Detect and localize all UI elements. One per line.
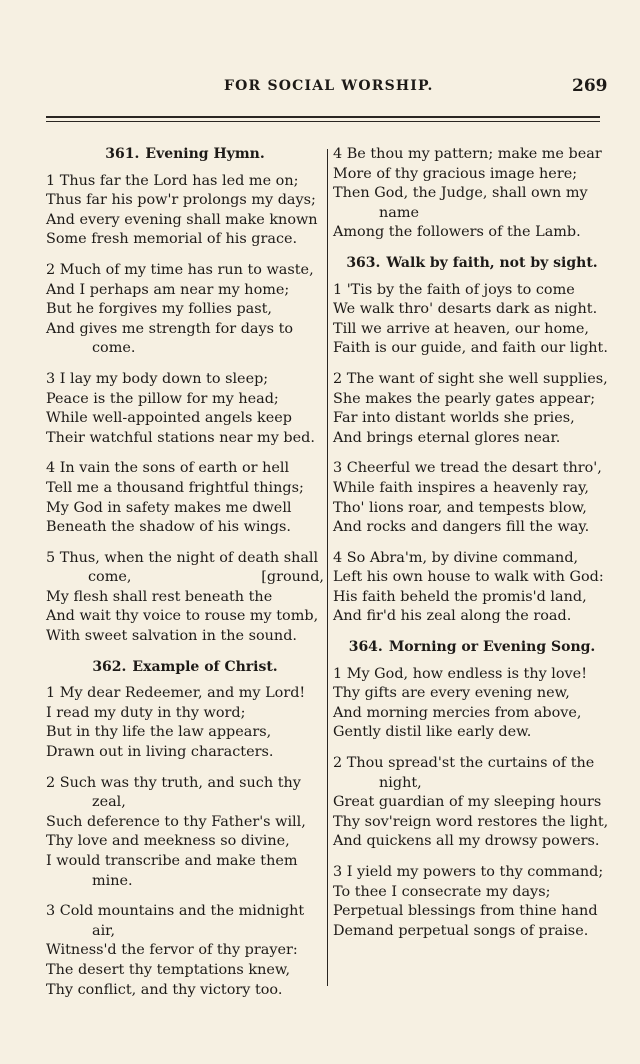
stanza [46,684,324,762]
verse-line: 1 'Tis by the faith of joys to come [333,281,575,298]
verse-line: Witness'd the fervor of thy prayer: [46,942,298,959]
verse-line: 3 I yield my powers to thy command; [333,864,604,880]
verse-line: air, [92,922,116,939]
verse-line: Thus far his pow'r prolongs my days; [46,192,316,209]
verse-line: His faith beheld the promis'd land, [333,588,587,605]
header-rule-thin [46,121,600,122]
verse-line: And rocks and dangers fill the way. [333,519,590,536]
verse-line: Their watchful stations near my bed. [46,429,315,446]
verse-line: While faith inspires a heavenly ray, [333,479,589,496]
stanza [46,172,324,250]
verse-line: 2 Much of my time has run to waste, [46,261,314,278]
verse-line: Left his own house to walk with God: [333,569,604,586]
stanza [46,261,324,359]
verse-fragment: [ground, [261,569,324,586]
verse-line: Thy gifts are every evening new, [333,685,570,702]
verse-line: And quickens all my drowsy powers. [333,833,600,850]
verse-line: She makes the pearly gates appear; [333,390,596,407]
verse-fragment: come, [88,569,132,586]
stanza [333,754,611,852]
verse-line: Among the followers of the Lamb. [333,224,581,241]
verse-line: Drawn out in living characters. [46,744,274,761]
verse-line: And gives me strength for days to [46,320,294,337]
verse-line: Gently distil like early dew. [333,724,532,741]
stanza [333,145,611,243]
verse-line: And brings eternal glores near. [333,429,561,446]
hymn-title-text: Evening Hymn. [145,146,265,162]
verse-line: 4 Be thou my pattern; make me bear [333,146,602,162]
verse-line: Thy conflict, and thy victory too. [46,981,283,998]
verse-line: night, [379,774,422,791]
stanza [46,459,324,537]
hymn-title-text: Morning or Evening Song. [388,639,596,656]
verse-line: 2 The want of sight she well supplies, [333,370,608,387]
hymn-title-364 [333,638,611,658]
verse-line: Demand perpetual songs of praise. [333,922,589,939]
verse-line: Some fresh memorial of his grace. [46,231,298,248]
header-rule-thick [46,116,600,118]
verse-line: And every evening shall make known [46,211,318,228]
hymn-title-362 [46,658,324,678]
verse-line: I would transcribe and make them [46,853,298,869]
column-divider [327,149,328,986]
running-title: FOR SOCIAL WORSHIP. [224,78,434,94]
hymn-title-text: Example of Christ. [132,658,278,675]
verse-line: 2 Thou spread'st the curtains of the [333,755,595,772]
verse-line: And wait thy voice to rouse my tomb, [46,608,319,625]
verse-line: 5 Thus, when the night of death shall [46,549,319,566]
page-number: 269 [572,76,608,96]
verse-line: My God in safety makes me dwell [46,499,292,516]
verse-line: 1 Thus far the Lord has led me on; [46,172,299,189]
right-column [333,145,611,952]
left-column [46,145,324,1011]
verse-line: And fir'd his zeal along the road. [333,608,572,625]
hymn-title-361 [46,145,324,165]
verse-line: But he forgives my follies past, [46,301,273,318]
verse-line: Faith is our guide, and faith our light. [333,340,608,357]
stanza [333,370,611,448]
verse-line: Thy love and meekness so divine, [46,833,290,850]
verse-line: To thee I consecrate my days; [333,883,551,900]
verse-line [46,568,324,588]
running-header [0,76,640,102]
verse-line: 1 My dear Redeemer, and my Lord! [46,685,306,702]
verse-line: zeal, [92,794,126,811]
verse-line: come. [92,340,136,357]
stanza [46,549,324,647]
stanza [46,902,324,1000]
verse-line: Then God, the Judge, shall own my [333,185,588,202]
hymn-number: 363. [346,254,381,271]
verse-line: And I perhaps am near my home; [46,281,290,298]
verse-line: Great guardian of my sleeping hours [333,794,602,811]
hymn-number: 362. [92,658,127,675]
verse-line: My flesh shall rest beneath the [46,588,273,605]
verse-line: Tho' lions roar, and tempests blow, [333,499,587,516]
verse-line: Till we arrive at heaven, our home, [333,320,589,337]
verse-line: 4 In vain the sons of earth or hell [46,460,290,477]
verse-line: mine. [92,872,133,889]
verse-line: With sweet salvation in the sound. [46,628,297,645]
verse-line: name [379,204,420,221]
stanza [333,459,611,537]
hymn-number: 361. [105,146,140,162]
verse-line: Beneath the shadow of his wings. [46,519,291,536]
stanza [46,774,324,892]
hymn-title-text: Walk by faith, not by sight. [386,254,598,271]
verse-line: 2 Such was thy truth, and such thy [46,774,301,791]
verse-line: 4 So Abra'm, by divine command, [333,549,579,566]
stanza [333,281,611,359]
verse-line: Such deference to thy Father's will, [46,813,306,830]
stanza [46,370,324,448]
verse-line: We walk thro' desarts dark as night. [333,301,598,318]
hymn-title-363 [333,254,611,274]
stanza [333,665,611,743]
verse-line: While well-appointed angels keep [46,410,292,427]
hymn-number: 364. [348,639,383,656]
verse-line: I read my duty in thy word; [46,704,246,721]
verse-line: More of thy gracious image here; [333,165,578,182]
verse-line: Peace is the pillow for my head; [46,390,279,407]
verse-line: Perpetual blessings from thine hand [333,903,598,920]
stanza [333,863,611,941]
verse-line: Thy sov'reign word restores the light, [333,813,609,830]
verse-line: 3 Cheerful we tread the desart thro', [333,460,602,477]
verse-line: 3 I lay my body down to sleep; [46,370,269,387]
stanza [333,549,611,627]
verse-line: The desert thy temptations knew, [46,961,291,978]
verse-line: And morning mercies from above, [333,704,582,721]
verse-line: Tell me a thousand frightful things; [46,479,304,496]
verse-line: But in thy life the law appears, [46,724,272,741]
verse-line: Far into distant worlds she pries, [333,410,575,427]
verse-line: 1 My God, how endless is thy love! [333,665,587,682]
verse-line: 3 Cold mountains and the midnight [46,903,305,920]
